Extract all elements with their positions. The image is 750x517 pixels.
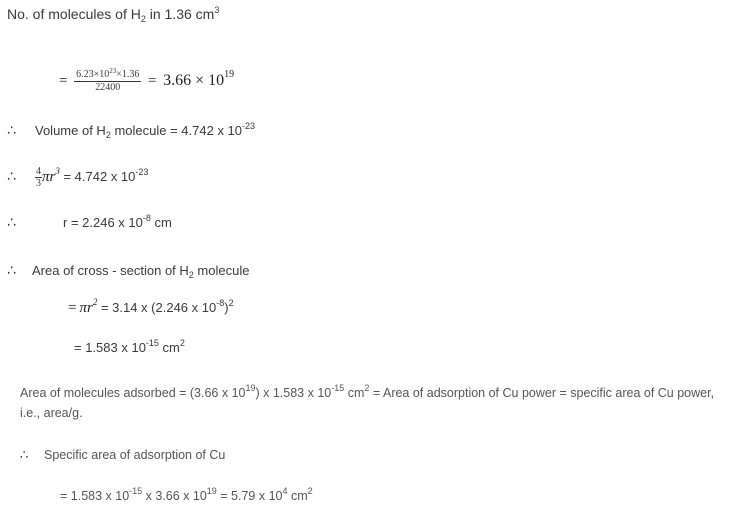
cross-section-area-title: ∴ Area of cross - section of $H_2$ molecule bbox=[7, 262, 250, 280]
specific-area-line: ∴ Specific area of adsorption of Cu bbox=[20, 447, 226, 462]
cross-section-area-value: = 1.583 x $10^{-15}$ $cm^2$ bbox=[74, 338, 185, 355]
cross-section-area-equation: = $\pi r^2 = 3.14$ x (2.246 x $10^{-8})^2$ bbox=[68, 297, 234, 316]
therefore-symbol: ∴ bbox=[7, 262, 16, 278]
specific-area-result: = 1.583 x $10^{-15}$ x 3.66 x $10^{19} = 5.79$ x $10^4$ $cm^2$ bbox=[60, 486, 313, 503]
therefore-symbol: ∴ bbox=[7, 168, 16, 184]
molecules-count-heading: No. of molecules of $H_2$ in 1.36 $cm^3$ bbox=[7, 5, 220, 24]
therefore-symbol: ∴ bbox=[7, 214, 16, 230]
sphere-volume-line: ∴ $\frac{4}{3}$ $\pi r^3 = 4.742$ x $10^{-23}$ bbox=[7, 163, 148, 190]
volume-line: ∴ Volume of $H_2$ molecule = 4.742 x $10^{-23}$ bbox=[7, 121, 256, 140]
radius-line: ∴ r = 2.246 x $10^{-8}$ cm bbox=[7, 213, 172, 230]
adsorption-paragraph: Area of molecules adsorbed = (3.66 x $10^{19}$) x 1.583 x $10^{-15}$ $cm^2$ = Area of adsorption of Cu power = specific area of Cu power, i.e., area/g. bbox=[20, 383, 715, 420]
molecule-count-result: $3.66 \times 10^{19}$ bbox=[163, 69, 235, 89]
molecule-count-fraction: $\frac{6.23\times 10^{23}\times 1.36}{22400}$ bbox=[76, 67, 140, 94]
molecule-count-equation: = $\frac{6.23\times 10^{23}\times 1.36}{22400}$ = $3.66 \times 10^{19}$ bbox=[59, 67, 235, 94]
therefore-symbol: ∴ bbox=[20, 447, 29, 462]
therefore-symbol: ∴ bbox=[7, 122, 16, 138]
four-thirds-fraction: $\frac{4}{3}$ bbox=[36, 166, 41, 190]
